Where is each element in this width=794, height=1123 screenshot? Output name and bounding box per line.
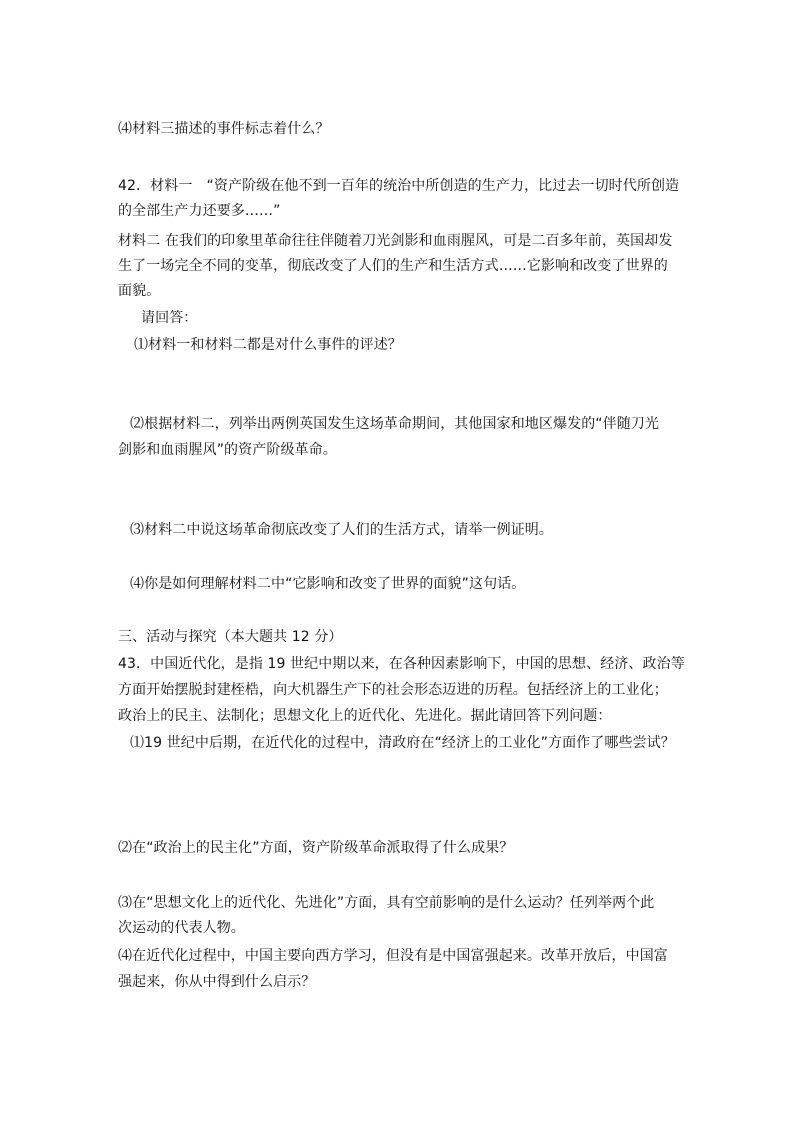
q43-sub4-line1: ⑷在近代化过程中，中国主要向西方学习，但没有是中国富强起来。改革开放后，中国富 [118,948,668,964]
q42-material2-line2: 生了一场完全不同的变革，彻底改变了人们的生产和生活方式……它影响和改变了世界的 [118,258,668,274]
q43-intro-line2: 方面开始摆脱封建桎梏，向大机器生产下的社会形态迈进的历程。包括经济上的工业化； [118,682,668,698]
section3-heading: 三、活动与探究（本大题共 12 分） [118,629,343,645]
q41-sub4: ⑷材料三描述的事件标志着什么？ [118,121,330,137]
q42-material2-line1: 材料二 在我们的印象里革命往往伴随着刀光剑影和血雨腥风，可是二百多年前，英国却发 [118,233,673,249]
q42-sub4: ⑷你是如何理解材料二中“它影响和改变了世界的面貌”这句话。 [130,576,526,592]
q42-sub1: ⑴材料一和材料二都是对什么事件的评述？ [134,337,402,353]
q42-sub3: ⑶材料二中说这场革命彻底改变了人们的生活方式，请举一例证明。 [130,522,553,538]
q43-sub4-line2: 强起来，你从中得到什么启示？ [118,974,316,990]
q42-prompt: 请回答： [141,310,198,326]
q43-sub3-line1: ⑶在“思想文化上的近代化、先进化”方面，具有空前影响的是什么运动？任列举两个此 [118,895,655,911]
q43-sub1: ⑴19 世纪中后期，在近代化的过程中，清政府在“经济上的工业化”方面作了哪些尝试？ [130,735,675,751]
q43-intro-line3: 政治上的民主、法制化；思想文化上的近代化、先进化。据此请回答下列问题： [118,708,612,724]
q42-material1-line1: 42．材料一 “资产阶级在他不到一百年的统治中所创造的生产力，比过去一切时代所创造 [118,178,680,194]
q43-sub3-line2: 次运动的代表人物。 [118,920,245,936]
q42-sub2-line2: 剑影和血雨腥风”的资产阶级革命。 [118,442,337,458]
q42-sub2-line1: ⑵根据材料二，列举出两例英国发生这场革命期间，其他国家和地区爆发的“伴随刀光 [130,416,660,432]
q42-material1-line2: 的全部生产力还要多……” [118,203,281,219]
q43-sub2: ⑵在“政治上的民主化”方面，资产阶级革命派取得了什么成果？ [118,840,514,856]
q42-material2-line3: 面貌。 [118,283,161,299]
q43-intro-line1: 43．中国近代化，是指 19 世纪中期以来，在各种因素影响下，中国的思想、经济、政治等 [118,656,685,672]
